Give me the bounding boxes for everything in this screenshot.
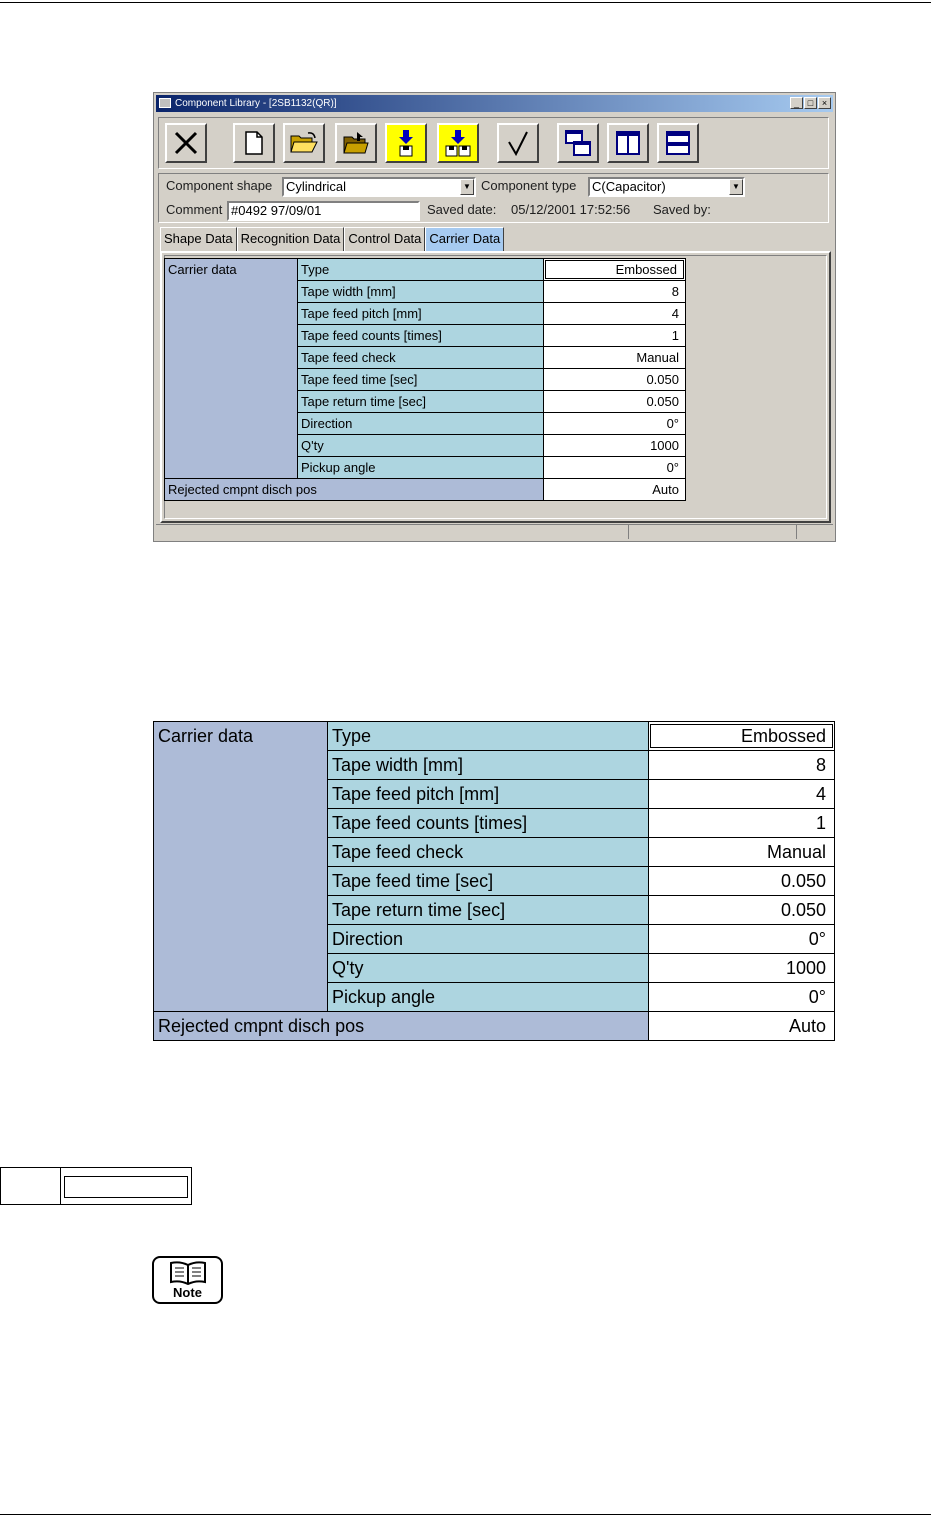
- minimize-button[interactable]: _: [790, 97, 803, 109]
- parameter-value[interactable]: 0°: [544, 457, 686, 479]
- component-info-panel: [158, 173, 829, 223]
- parameter-value[interactable]: 1000: [544, 435, 686, 457]
- tab-recognition-data[interactable]: Recognition Data: [237, 227, 345, 251]
- table-row: [165, 259, 686, 281]
- section-heading-boxes: [0, 1167, 192, 1205]
- parameter-value[interactable]: 0.050: [649, 867, 835, 896]
- heading-box-inner: [64, 1176, 188, 1198]
- parameter-name: Tape feed check: [328, 838, 649, 867]
- carrier-data-table: [164, 258, 686, 501]
- parameter-name: Pickup angle: [298, 457, 544, 479]
- parameter-name: Tape return time [sec]: [328, 896, 649, 925]
- parameter-value[interactable]: Embossed: [650, 724, 833, 748]
- table-row: [154, 722, 835, 751]
- parameter-value[interactable]: 0.050: [544, 369, 686, 391]
- rejected-discharge-label: Rejected cmpnt disch pos: [154, 1012, 649, 1041]
- comment-label: Comment: [166, 202, 223, 217]
- table-row: [165, 479, 686, 501]
- chevron-down-icon[interactable]: ▼: [729, 179, 743, 195]
- saved-date-label: Saved date:: [427, 202, 497, 217]
- parameter-value[interactable]: 0.050: [544, 391, 686, 413]
- carrier-data-table-enlarged: [153, 721, 835, 1041]
- component-shape-value: Cylindrical: [286, 179, 346, 194]
- chevron-down-icon[interactable]: ▼: [460, 179, 474, 195]
- parameter-value[interactable]: 1: [544, 325, 686, 347]
- save-all-button[interactable]: [437, 123, 479, 163]
- carrier-data-group-label: Carrier data: [165, 259, 298, 479]
- close-button[interactable]: [165, 123, 207, 163]
- parameter-value[interactable]: 1: [649, 809, 835, 838]
- parameter-value[interactable]: Embossed: [545, 260, 684, 279]
- tab-shape-data[interactable]: Shape Data: [160, 227, 237, 251]
- saved-date-value: 05/12/2001 17:52:56: [511, 202, 631, 217]
- component-type-value: C(Capacitor): [592, 179, 666, 194]
- open-folder-alt-icon: [343, 131, 369, 155]
- parameter-value[interactable]: 4: [649, 780, 835, 809]
- close-window-button[interactable]: ×: [818, 97, 831, 109]
- cascade-button[interactable]: [557, 123, 599, 163]
- component-shape-select[interactable]: [282, 177, 476, 197]
- tab-carrier-data[interactable]: Carrier Data: [425, 227, 504, 251]
- note-icon: [152, 1256, 223, 1304]
- rejected-discharge-value[interactable]: Auto: [649, 1012, 835, 1041]
- save-icon: [397, 129, 415, 157]
- check-icon: [506, 130, 530, 156]
- parameter-value[interactable]: Manual: [544, 347, 686, 369]
- check-button[interactable]: [497, 123, 539, 163]
- tile-vertical-icon: [615, 130, 641, 156]
- note-label: Note: [173, 1285, 202, 1300]
- parameter-value[interactable]: 8: [544, 281, 686, 303]
- parameter-name: Tape feed counts [times]: [298, 325, 544, 347]
- parameter-name: Q'ty: [328, 954, 649, 983]
- bottom-rule: [0, 1514, 931, 1515]
- new-file-icon: [244, 131, 264, 155]
- parameter-name: Q'ty: [298, 435, 544, 457]
- parameter-name: Type: [298, 259, 544, 281]
- parameter-value-cell-selected[interactable]: [649, 722, 835, 751]
- parameter-value[interactable]: 4: [544, 303, 686, 325]
- parameter-name: Direction: [298, 413, 544, 435]
- top-rule: [0, 2, 931, 3]
- tab-control-data[interactable]: Control Data: [344, 227, 425, 251]
- save-all-icon: [444, 129, 472, 157]
- parameter-name: Tape feed time [sec]: [328, 867, 649, 896]
- parameter-name: Direction: [328, 925, 649, 954]
- parameter-value[interactable]: 1000: [649, 954, 835, 983]
- parameter-name: Type: [328, 722, 649, 751]
- new-button[interactable]: [233, 123, 275, 163]
- parameter-value-cell-selected[interactable]: [544, 259, 686, 281]
- parameter-name: Tape width [mm]: [328, 751, 649, 780]
- title-bar[interactable]: [156, 95, 833, 112]
- parameter-name: Pickup angle: [328, 983, 649, 1012]
- maximize-button[interactable]: □: [804, 97, 817, 109]
- parameter-name: Tape feed time [sec]: [298, 369, 544, 391]
- comment-input[interactable]: [227, 201, 420, 221]
- table-row: [154, 1012, 835, 1041]
- open-folder-icon: [290, 132, 318, 154]
- tile-horizontal-icon: [665, 130, 691, 156]
- parameter-value[interactable]: 8: [649, 751, 835, 780]
- parameter-value[interactable]: 0°: [649, 983, 835, 1012]
- open-alt-button[interactable]: [335, 123, 377, 163]
- rejected-discharge-value[interactable]: Auto: [544, 479, 686, 501]
- component-shape-label: Component shape: [166, 178, 273, 193]
- saved-by-label: Saved by:: [653, 202, 711, 217]
- parameter-name: Tape feed pitch [mm]: [328, 780, 649, 809]
- parameter-name: Tape return time [sec]: [298, 391, 544, 413]
- component-library-window: [153, 92, 836, 542]
- parameter-value[interactable]: 0°: [544, 413, 686, 435]
- carrier-data-group-label: Carrier data: [154, 722, 328, 1012]
- component-type-select[interactable]: [588, 177, 745, 197]
- toolbar: [158, 117, 829, 169]
- parameter-value[interactable]: Manual: [649, 838, 835, 867]
- parameter-value[interactable]: 0°: [649, 925, 835, 954]
- app-icon: [159, 98, 171, 108]
- open-button[interactable]: [283, 123, 325, 163]
- close-icon: [173, 130, 199, 156]
- rejected-discharge-label: Rejected cmpnt disch pos: [165, 479, 544, 501]
- parameter-name: Tape feed check: [298, 347, 544, 369]
- status-bar: [156, 524, 833, 539]
- parameter-value[interactable]: 0.050: [649, 896, 835, 925]
- window-title: Component Library - [2SB1132(QR)]: [175, 98, 337, 109]
- parameter-name: Tape feed pitch [mm]: [298, 303, 544, 325]
- component-type-label: Component type: [481, 178, 577, 193]
- book-icon: [168, 1261, 208, 1285]
- tab-bar: [160, 227, 504, 251]
- cascade-windows-icon: [564, 129, 592, 157]
- parameter-name: Tape width [mm]: [298, 281, 544, 303]
- tile-horizontal-button[interactable]: [657, 123, 699, 163]
- save-button[interactable]: [385, 123, 427, 163]
- comment-value: #0492 97/09/01: [231, 203, 322, 218]
- parameter-name: Tape feed counts [times]: [328, 809, 649, 838]
- tile-vertical-button[interactable]: [607, 123, 649, 163]
